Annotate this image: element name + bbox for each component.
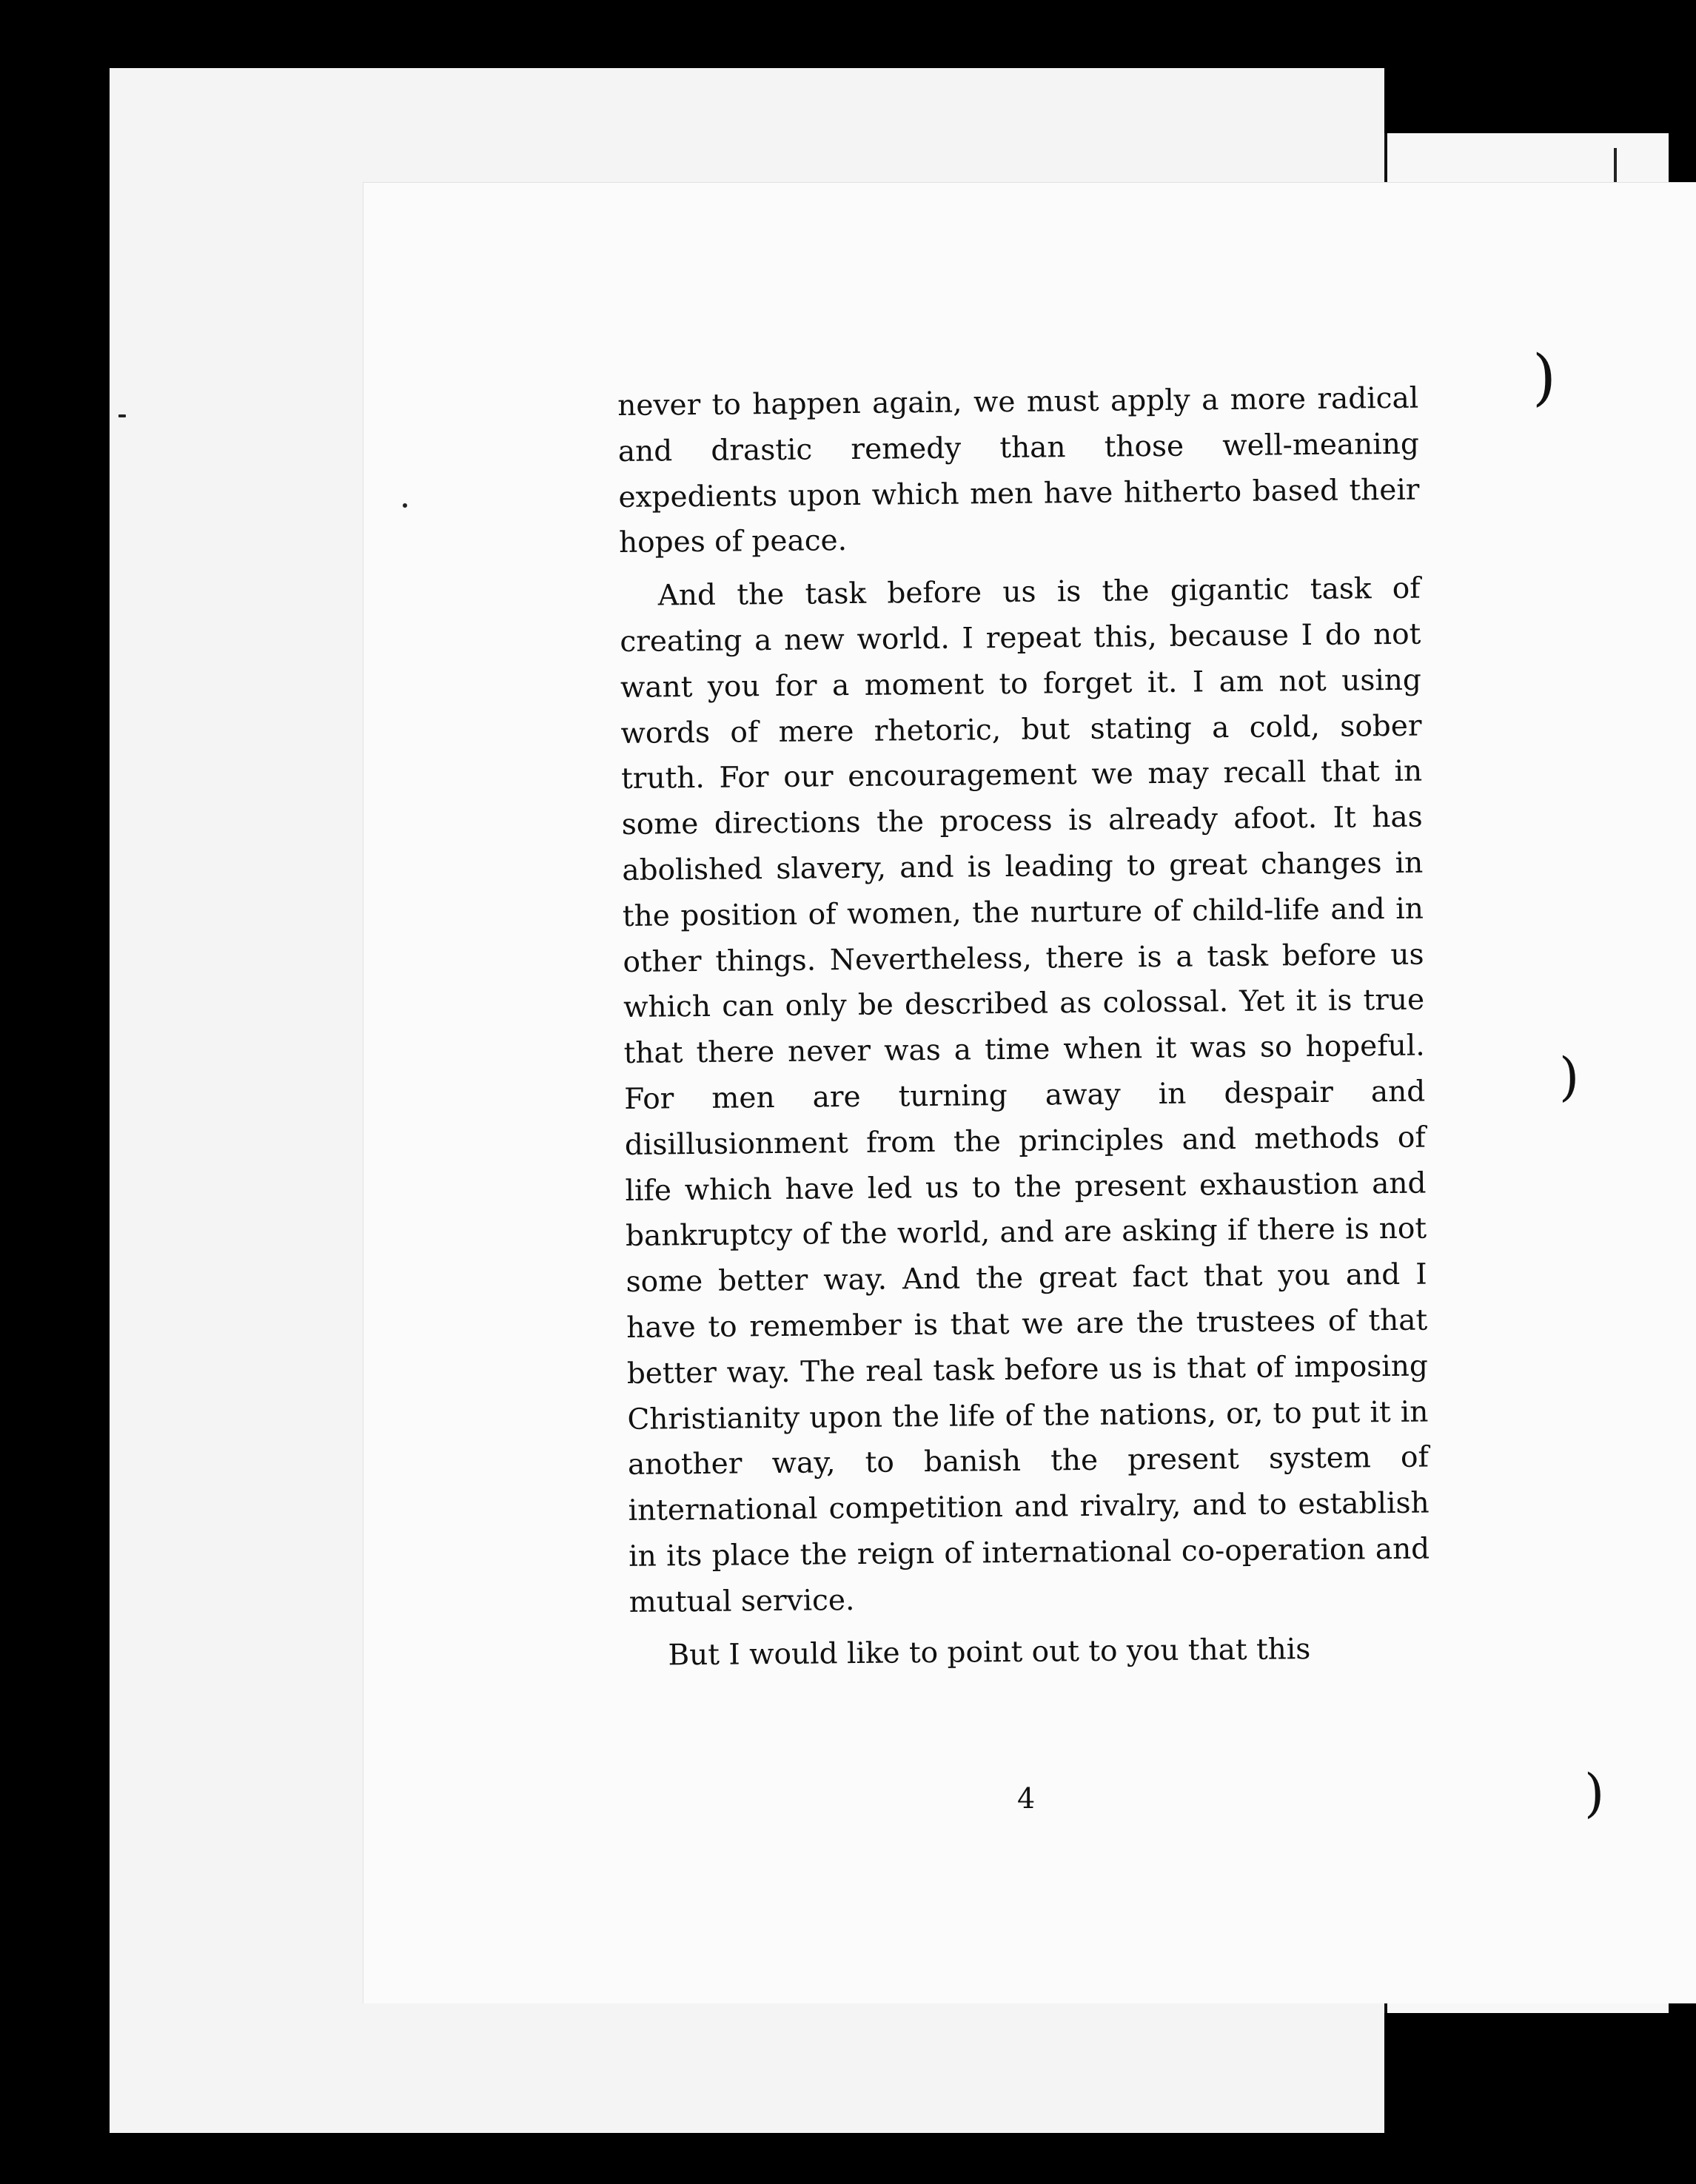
scan-speck — [403, 503, 407, 508]
paragraph: And the task before us is the gigantic task of creating a new world. I repeat this, because I do not want you for a moment to forget it. I am not using words of mere rhetoric, but stating a cold, sober truth. For our encouragement we may recall that in some directions the process is already afoot. It has abolished slavery, and is leading to great changes in the position of women, the nurture of child-life and in other things. Nevertheless, there is a task before us which can only be described as colossal. Yet it is true that there never was a time when it was so hopeful. For men are turning away in despair and disillusionment from the principles and methods of life which have led us to the present exhaustion and bankruptcy of the world, and are asking if there is not some better way. And the great fact that you and I have to remember is that we are the trustees of that better way. The real task before us is that of imposing Christianity upon the life of the nations, or, to put it in another way, to banish the present system of international competition and rivalry, and to establish in its place the reign of international co-operation and mutual service. — [620, 571, 1430, 1619]
binding-mark-middle: ) — [1559, 1046, 1580, 1107]
binding-mark-bottom: ) — [1584, 1763, 1605, 1824]
binding-mark-top: ) — [1532, 343, 1556, 413]
scan-speck — [118, 414, 126, 417]
body-text — [617, 376, 1431, 1687]
paragraph: never to happen again, we must apply a more radical and drastic remedy than those well-meaning expedients upon which men have hitherto based their hopes of peace. — [617, 381, 1420, 560]
page-number: 4 — [1017, 1782, 1036, 1815]
paragraph: But I would like to point out to you that this — [668, 1632, 1311, 1672]
